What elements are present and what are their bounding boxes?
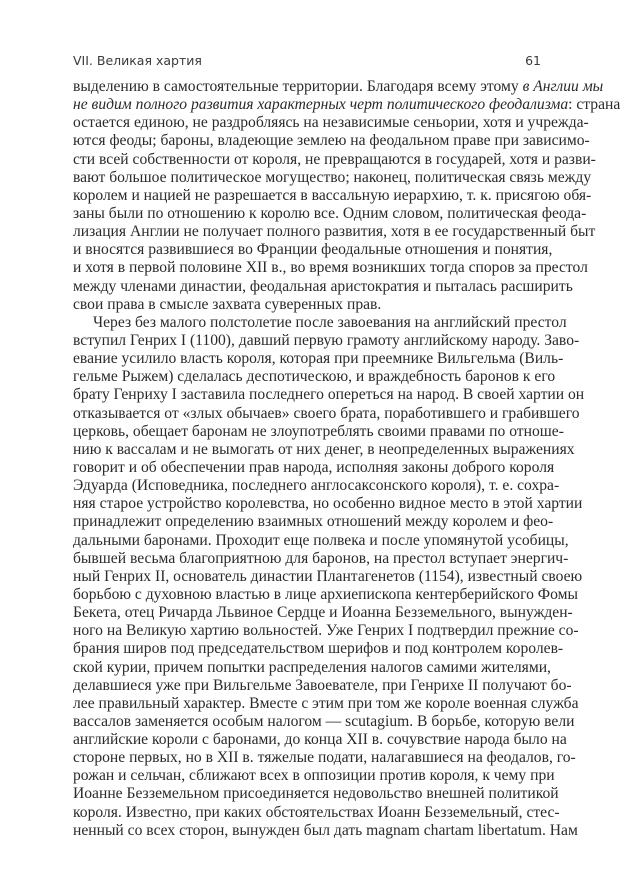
text-run: Бекета, отец Ричарда Львиное Сердце и Иоанна Безземельного, вынужден- — [73, 604, 573, 622]
text-run: ской курии, причем попытки распределения налогов самими жителями, — [73, 658, 551, 676]
text-line — [73, 132, 590, 150]
text-line — [73, 658, 551, 677]
text-run: между членами династии, феодальная аристократия и пыталась расширить — [73, 277, 573, 295]
text-line — [73, 495, 583, 513]
text-run: Иоанне Безземельном присоединяется недовольство внешней политикой — [73, 785, 559, 803]
text-run: говорит и об обеспечении прав народа, исполняя законы доброго короля — [73, 458, 555, 476]
text-run: выделению в самостоятельные территории. Благодаря всему этому — [73, 78, 523, 95]
text-run: свои права в смысле захвата суверенных прав. — [73, 295, 382, 313]
text-run: делавшиеся уже при Вильгельме Завоевателе, при Генрихе II получают бо- — [73, 676, 572, 694]
paragraph — [73, 78, 620, 314]
text-line — [73, 368, 556, 386]
text-run: и вносятся развившиеся во Франции феодальные отношения и понятия, — [73, 241, 553, 259]
text-line — [73, 676, 572, 695]
text-run: лее правильный характер. Вместе с этим при том же короле военная служба — [73, 694, 579, 712]
text-line — [73, 749, 576, 767]
italic-emphasis: в Англии мы — [522, 78, 604, 95]
text-line — [73, 277, 573, 296]
text-line — [73, 386, 585, 404]
text-run: вают большое политическое могущество; наконец, политическая связь между — [73, 168, 592, 186]
text-line — [73, 114, 589, 132]
text-run: королем и нацией не разрешается в вассальную иерархию, т. к. присягою обя- — [73, 186, 592, 204]
text-line — [73, 78, 604, 96]
text-run: ного на Великую хартию вольностей. Уже Генрих I подтвердил прежние со- — [73, 622, 579, 640]
italic-emphasis: не видим полного развития характерных черт политического феодализма — [73, 96, 569, 114]
text-line — [73, 223, 596, 241]
text-run: гельме Рыжем) сделалась деспотическою, и враждебность баронов к его — [73, 368, 556, 386]
text-line — [73, 640, 564, 658]
text-line — [73, 150, 596, 169]
text-line — [73, 422, 564, 441]
text-run: короля. Известно, при каких обстоятельствах Иоанн Безземельный, стес- — [73, 803, 560, 821]
text-run: стороне первых, но в XII в. тяжелые подати, налагавшиеся на феодалов, го- — [73, 749, 576, 767]
text-run: борьбою с духовною властью в лице архиепископа кентерберийского Фомы — [73, 585, 578, 603]
text-run: дальными баронами. Проходит еще полвека и после упомянутой усобицы, — [73, 531, 569, 549]
text-run: брания широв под председательством шерифов и под контролем королев- — [73, 640, 564, 658]
text-line — [73, 767, 555, 785]
text-line — [73, 477, 560, 495]
text-run: ненный со всех сторон, вынужден был дать magnam chartam libertatum. Нам — [73, 821, 578, 839]
chapter-title: VII. Великая хартия — [73, 53, 202, 68]
page-number: 61 — [525, 53, 541, 68]
text-run: Эдуарда (Исповедника, последнего англосаксонского короля), т. е. сохра- — [73, 477, 560, 495]
text-line — [73, 731, 567, 749]
text-line — [73, 549, 569, 568]
text-line — [73, 694, 579, 713]
text-line — [73, 350, 564, 368]
text-line — [73, 168, 592, 187]
text-line — [73, 604, 573, 622]
text-run: рожан и сельчан, сближают всех в оппозиции против короля, к чему при — [73, 767, 555, 785]
text-line — [73, 331, 580, 350]
text-run: ный Генрих II, основатель династии Плантагенетов (1154), известный своею — [73, 567, 583, 585]
text-line — [73, 585, 578, 604]
text-line — [73, 785, 559, 803]
text-run: отказывается от «злых обычаев» своего брата, поработившего и грабившего — [73, 404, 580, 422]
text-line — [73, 567, 583, 586]
text-line — [73, 712, 575, 731]
text-line — [73, 313, 567, 332]
text-line — [73, 458, 555, 477]
text-line — [73, 259, 588, 277]
text-line — [73, 821, 578, 840]
text-run: лизация Англии не получает полного развития, хотя в ее государственный быт — [73, 223, 596, 241]
text-run: евание усилило власть короля, которая при преемнике Вильгельма (Виль- — [73, 350, 564, 368]
text-run: вступил Генрих I (1100), давший первую грамоту английскому народу. Заво- — [73, 331, 580, 349]
text-line — [73, 296, 541, 314]
text-line — [73, 440, 575, 459]
text-run: сти всей собственности от короля, не превращаются в государей, хотя и разви- — [73, 150, 596, 168]
text-line — [73, 204, 587, 223]
text-run: Через без малого полстолетие после завоевания на английский престол — [93, 313, 567, 331]
text-line — [73, 531, 569, 550]
text-run: заны были по отношению к королю все. Одним словом, политическая феода- — [73, 204, 587, 222]
text-run: вассалов заменяется особым налогом — scutagium. В борьбе, которую вели — [73, 712, 575, 730]
text-run: и хотя в первой половине XII в., во время возникших тогда споров за престол — [73, 259, 588, 277]
text-run: церковь, обещает баронам не злоупотреблять своими правами по отноше- — [73, 422, 564, 440]
text-line — [73, 622, 579, 640]
text-run: принадлежит определению взаимных отношений между королем и фео- — [73, 513, 554, 531]
text-run: нию к вассалам и не вымогать от них денег, в неопределенных выражениях — [73, 440, 575, 458]
text-run: : страна — [568, 96, 620, 114]
text-run: брату Генриху I заставила последнего опереться на народ. В своей хартии он — [73, 386, 585, 404]
text-line — [73, 404, 580, 423]
paragraph — [73, 313, 585, 840]
text-line — [73, 186, 592, 205]
text-run: бывшей весьма благоприятною для баронов, на престол вступает энергич- — [73, 549, 569, 567]
text-line — [73, 803, 560, 822]
running-header — [73, 53, 541, 71]
text-run: английские короли с баронами, до конца XII в. сочувствие народа было на — [73, 731, 567, 749]
page-body-text — [73, 78, 620, 840]
text-run: няя старое устройство королевства, но особенно видное место в этой хартии — [73, 495, 583, 513]
text-run: остается единою, не раздробляясь на независимые сеньории, хотя и учрежда- — [73, 114, 589, 132]
text-run: ются феоды; бароны, владеющие землею на феодальном праве при зависимо- — [73, 132, 590, 150]
text-line — [73, 241, 553, 259]
text-line — [73, 513, 554, 531]
text-line — [73, 96, 620, 114]
